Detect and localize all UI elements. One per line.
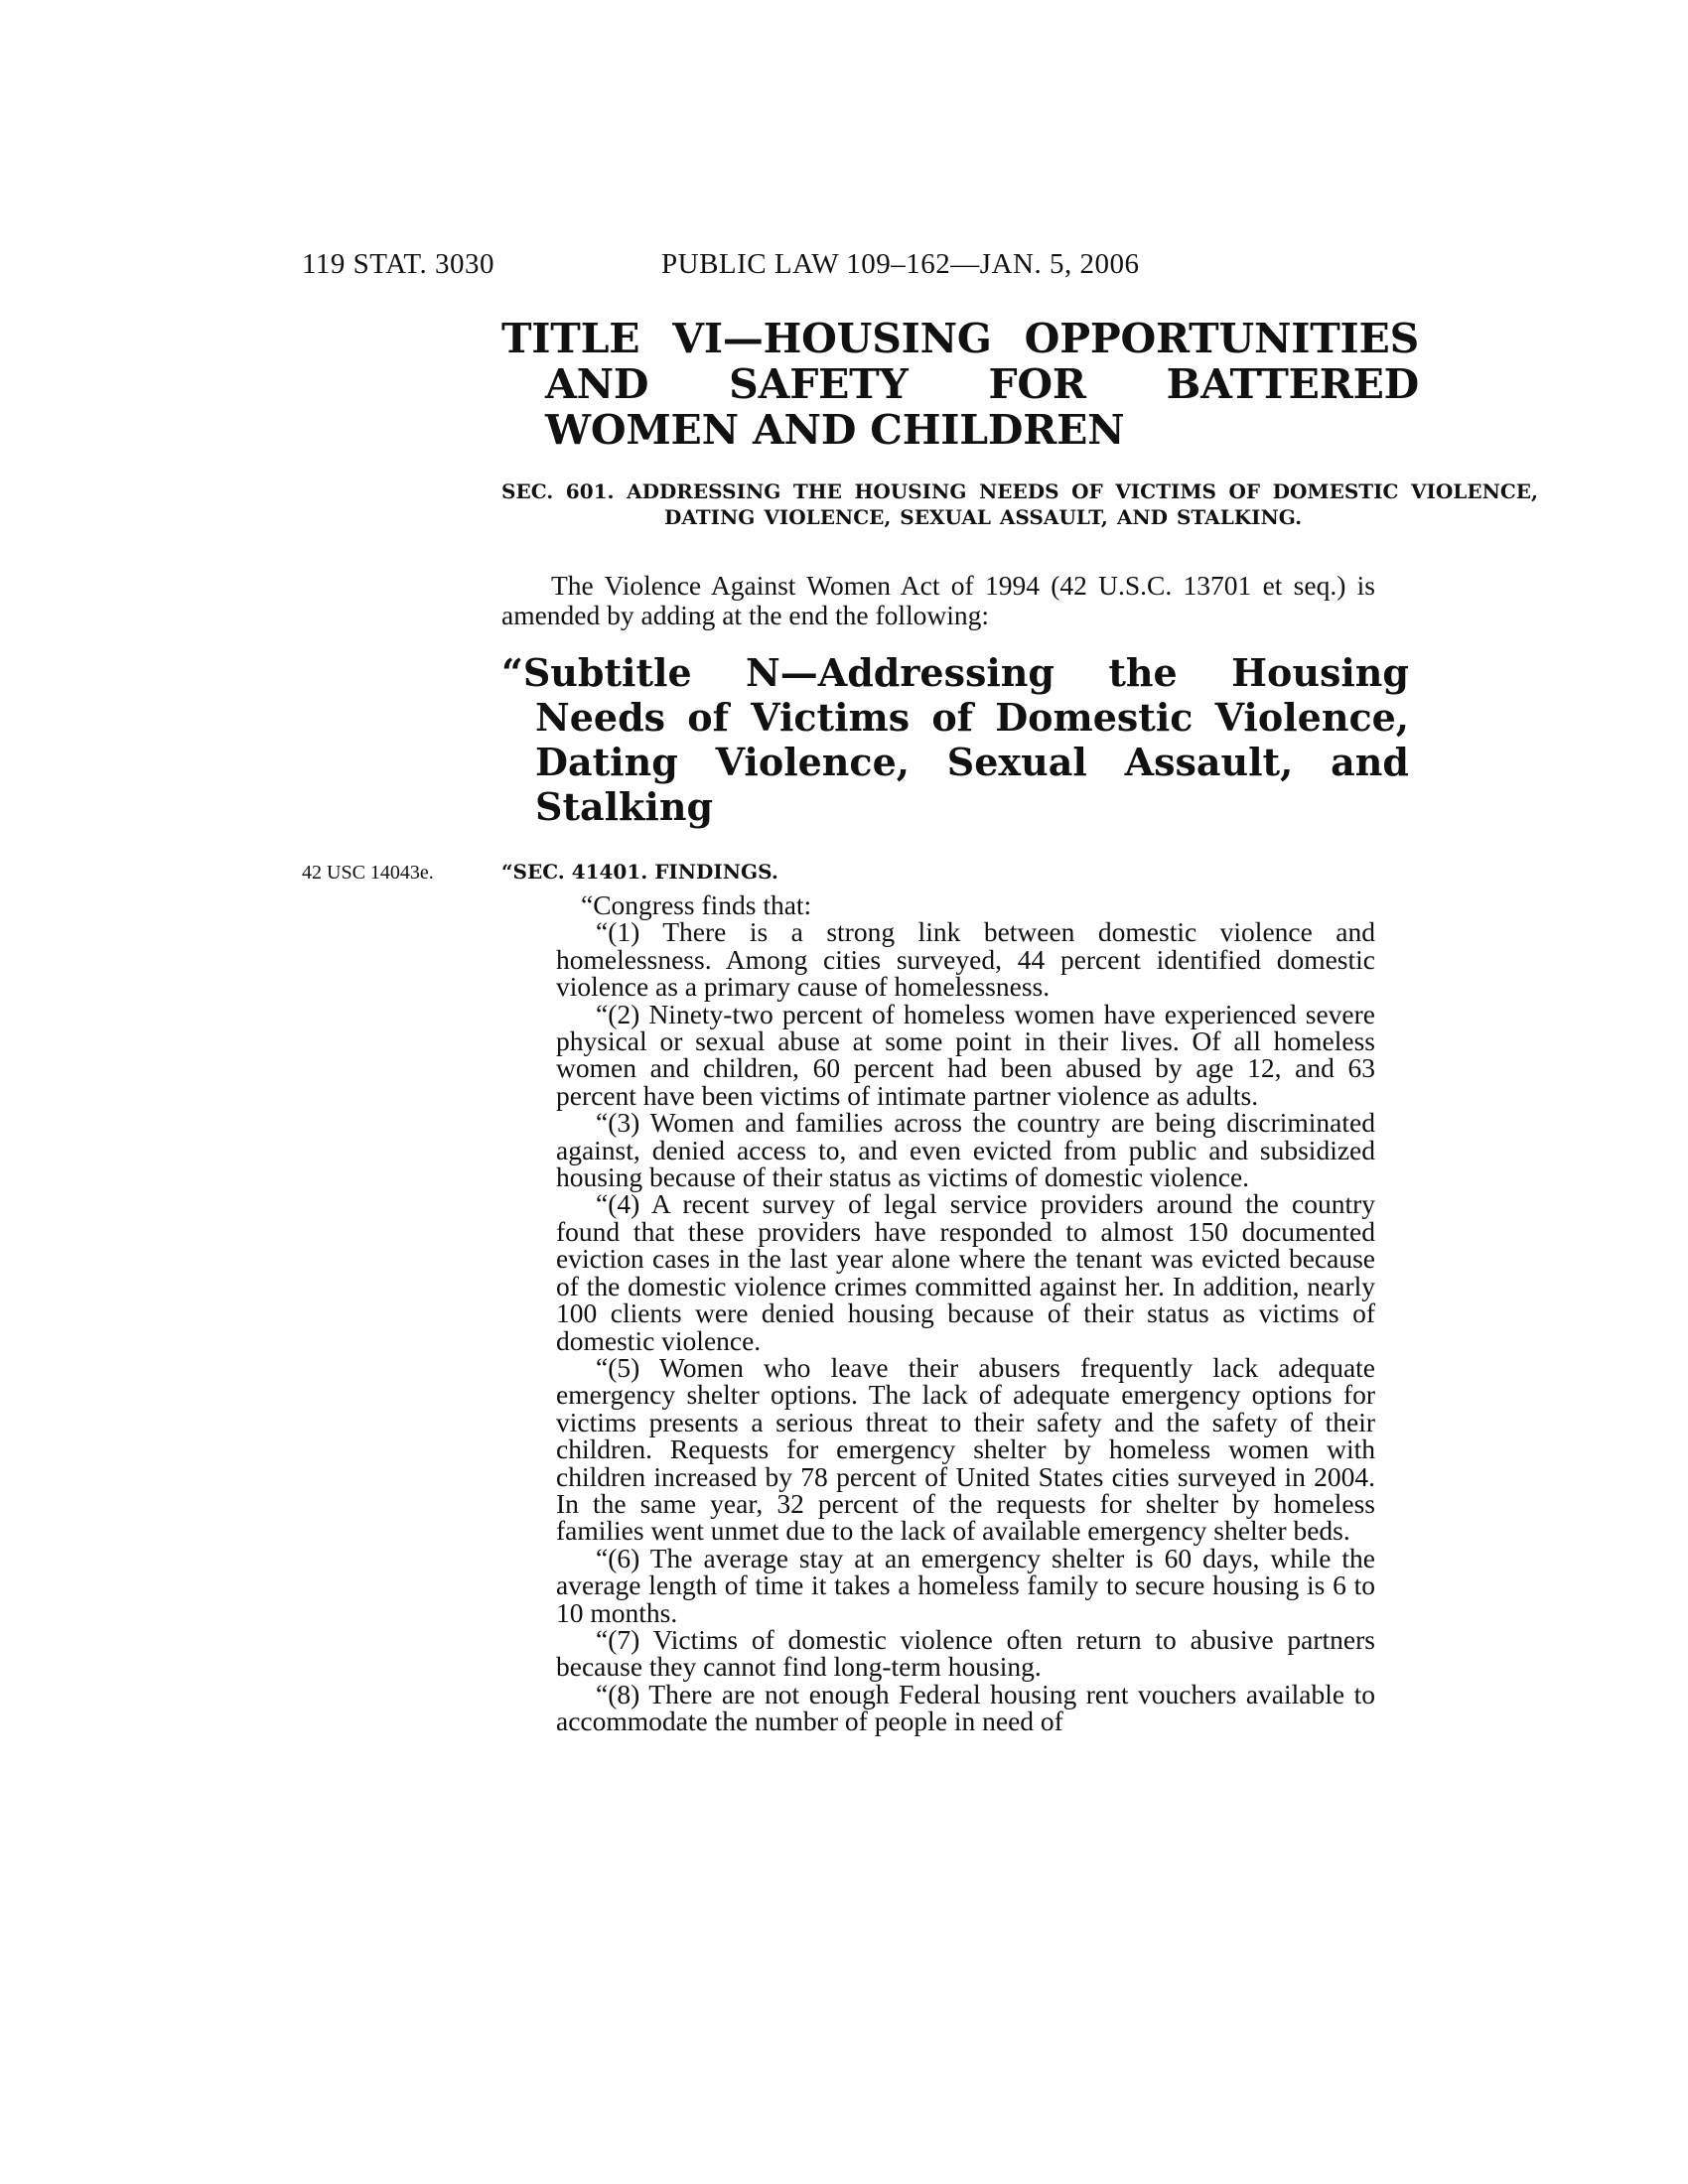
finding-paragraph: “(1) There is a strong link between domestic violence and homelessness. Among cities surveyed, 44 percent identified domestic violence as a primary cause of homelessness. — [556, 916, 1375, 1003]
finding-paragraph: “(5) Women who leave their abusers frequently lack adequate emergency shelter options. The lack of adequate emergency options for victims presents a serious threat to their safety and the safety of their children. Requests for emergency shelter by homeless women with children increased by 78 percent of United States cities surveyed in 2004. In the same year, 32 percent of the requests for shelter by homeless families went unmet due to the lack of available emergency shelter beds. — [556, 1351, 1375, 1547]
findings-heading: “SEC. 41401. FINDINGS. — [501, 860, 778, 884]
findings-body — [556, 891, 1375, 1735]
congress-finds: “Congress finds that: — [581, 889, 812, 920]
title-heading: TITLE VI—HOUSING OPPORTUNITIES AND SAFETY FOR BATTERED WOMEN AND CHILDREN — [501, 315, 1419, 454]
running-head: PUBLIC LAW 109–162—JAN. 5, 2006 — [661, 248, 1140, 280]
section-heading: SEC. 601. ADDRESSING THE HOUSING NEEDS OF VICTIMS OF DOMESTIC VIOLENCE, DATING VIOLENCE, SEXUAL ASSAULT, AND STALKING. — [501, 479, 1538, 529]
subtitle-heading: “Subtitle N—Addressing the Housing Needs of Victims of Domestic Violence, Dating Violence, Sexual Assault, and Stalking — [501, 650, 1409, 829]
statute-reference: 119 STAT. 3030 — [302, 248, 494, 280]
finding-paragraph: “(4) A recent survey of legal service providers around the country found that these providers have responded to almost 150 documented eviction cases in the last year alone where the tenant was evicted because of the domestic violence crimes committed against her. In addition, nearly 100 clients were denied housing because of their status as victims of domestic violence. — [556, 1188, 1375, 1356]
intro-paragraph: The Violence Against Women Act of 1994 (42 U.S.C. 13701 et seq.) is amended by adding at the end the following: — [501, 570, 1375, 630]
page-header — [302, 248, 1374, 288]
finding-paragraph: “(8) There are not enough Federal housing rent vouchers available to accommodate the number of people in need of — [556, 1678, 1375, 1737]
finding-paragraph: “(2) Ninety-two percent of homeless women have experienced severe physical or sexual abuse at some point in their lives. Of all homeless women and children, 60 percent had been abused by age 12, and 63 percent have been victims of intimate partner violence as adults. — [556, 998, 1375, 1111]
finding-paragraph: “(6) The average stay at an emergency shelter is 60 days, while the average length of time it takes a homeless family to secure housing is 6 to 10 months. — [556, 1542, 1375, 1628]
margin-citation: 42 USC 14043e. — [302, 862, 434, 884]
finding-paragraph: “(3) Women and families across the country are being discriminated against, denied access to, and even evicted from public and subsidized housing because of their status as victims of domestic violence. — [556, 1107, 1375, 1193]
finding-paragraph: “(7) Victims of domestic violence often return to abusive partners because they cannot find long-term housing. — [556, 1623, 1375, 1683]
